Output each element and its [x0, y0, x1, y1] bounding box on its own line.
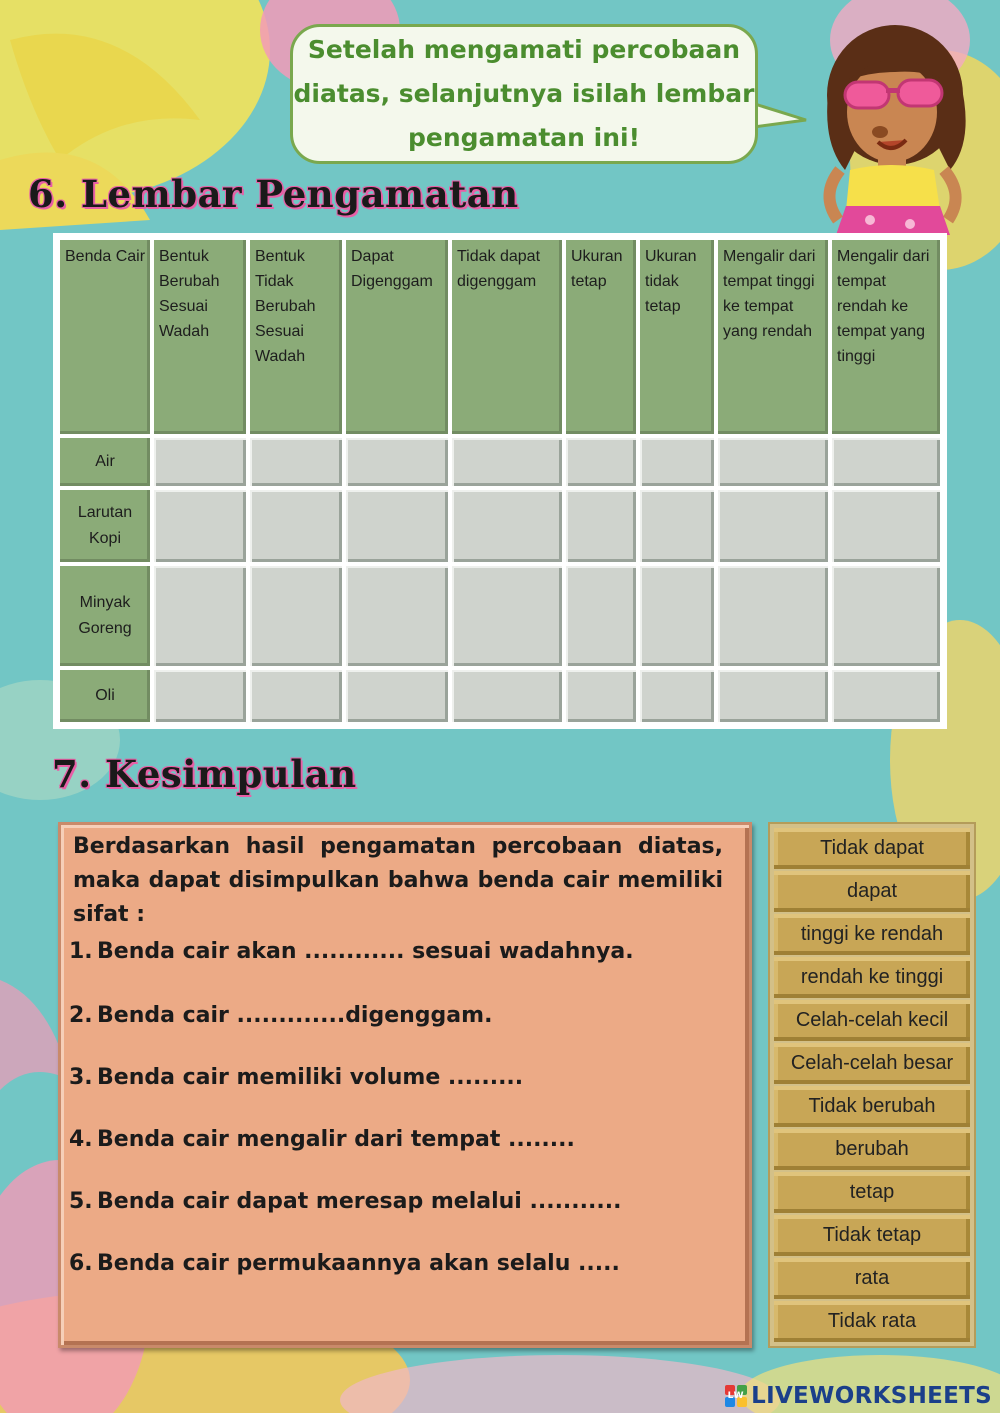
row-header: Larutan Kopi — [58, 488, 152, 564]
answer-cell[interactable] — [344, 564, 450, 668]
conclusion-statement — [69, 1251, 620, 1276]
option-rata[interactable]: rata — [774, 1258, 970, 1299]
answer-cell[interactable] — [248, 436, 344, 488]
answer-cell[interactable] — [450, 668, 564, 724]
answer-cell[interactable] — [638, 564, 716, 668]
girl-character-illustration — [800, 20, 980, 235]
answer-options-panel — [768, 822, 976, 1348]
answer-cell[interactable] — [830, 488, 942, 564]
statement-number: 4. — [69, 1127, 93, 1152]
table-row — [58, 488, 942, 564]
column-header: Mengalir dari tempat rendah ke tempat yang tinggi — [830, 238, 942, 436]
statement-text[interactable]: Benda cair dapat meresap melalui ........... — [97, 1189, 622, 1214]
conclusion-statement — [69, 939, 634, 964]
answer-cell[interactable] — [638, 488, 716, 564]
bubble-line: pengamatan ini! — [408, 123, 640, 152]
statement-text[interactable]: Benda cair permukaannya akan selalu ..... — [97, 1251, 620, 1276]
conclusion-statement — [69, 1127, 575, 1152]
answer-cell[interactable] — [344, 668, 450, 724]
option-tetap[interactable]: tetap — [774, 1172, 970, 1213]
answer-cell[interactable] — [830, 436, 942, 488]
column-header: Tidak dapat digenggam — [450, 238, 564, 436]
statement-text[interactable]: Benda cair memiliki volume ......... — [97, 1065, 524, 1090]
section-title-observation: 6. Lembar Pengamatan — [28, 172, 519, 216]
answer-cell[interactable] — [152, 564, 248, 668]
option-tidak-rata[interactable]: Tidak rata — [774, 1301, 970, 1342]
answer-cell[interactable] — [716, 564, 830, 668]
column-header: Dapat Digenggam — [344, 238, 450, 436]
column-header: Mengalir dari tempat tinggi ke tempat yang rendah — [716, 238, 830, 436]
observation-table — [56, 236, 944, 726]
answer-cell[interactable] — [450, 488, 564, 564]
answer-cell[interactable] — [152, 488, 248, 564]
answer-cell[interactable] — [716, 488, 830, 564]
liveworksheets-logo-icon — [725, 1385, 747, 1407]
statement-number: 3. — [69, 1065, 93, 1090]
option-dapat[interactable]: dapat — [774, 871, 970, 912]
row-header: Minyak Goreng — [58, 564, 152, 668]
statement-number: 6. — [69, 1251, 93, 1276]
column-header: Ukuran tidak tetap — [638, 238, 716, 436]
answer-cell[interactable] — [344, 436, 450, 488]
answer-cell[interactable] — [830, 668, 942, 724]
section-title-conclusion: 7. Kesimpulan — [52, 752, 357, 796]
row-header: Oli — [58, 668, 152, 724]
column-header: Bentuk Berubah Sesuai Wadah — [152, 238, 248, 436]
option-berubah[interactable]: berubah — [774, 1129, 970, 1170]
statement-number: 5. — [69, 1189, 93, 1214]
option-rendah-ke-tinggi[interactable]: rendah ke tinggi — [774, 957, 970, 998]
answer-cell[interactable] — [152, 436, 248, 488]
answer-cell[interactable] — [564, 564, 638, 668]
conclusion-statement — [69, 1003, 492, 1028]
answer-cell[interactable] — [716, 668, 830, 724]
column-header: Ukuran tetap — [564, 238, 638, 436]
conclusion-statement — [69, 1065, 523, 1090]
table-row — [58, 436, 942, 488]
option-tidak-tetap[interactable]: Tidak tetap — [774, 1215, 970, 1256]
answer-cell[interactable] — [638, 668, 716, 724]
option-celah-celah-kecil[interactable]: Celah-celah kecil — [774, 1000, 970, 1041]
logo-mark-letters: LW — [727, 1391, 745, 1401]
answer-cell[interactable] — [248, 668, 344, 724]
answer-cell[interactable] — [450, 564, 564, 668]
column-header: Benda Cair — [58, 238, 152, 436]
bubble-line: diatas, selanjutnya isilah lembar — [293, 79, 755, 108]
answer-cell[interactable] — [248, 488, 344, 564]
statement-number: 1. — [69, 939, 93, 964]
conclusion-box — [58, 822, 752, 1348]
statement-text[interactable]: Benda cair .............digenggam. — [97, 1003, 493, 1028]
answer-cell[interactable] — [830, 564, 942, 668]
answer-cell[interactable] — [248, 564, 344, 668]
statement-number: 2. — [69, 1003, 93, 1028]
column-header: Bentuk Tidak Berubah Sesuai Wadah — [248, 238, 344, 436]
answer-cell[interactable] — [344, 488, 450, 564]
speech-bubble — [290, 24, 758, 164]
liveworksheets-wordmark: LIVEWORKSHEETS — [751, 1383, 992, 1409]
answer-cell[interactable] — [638, 436, 716, 488]
answer-cell[interactable] — [564, 668, 638, 724]
option-tidak-dapat[interactable]: Tidak dapat — [774, 828, 970, 869]
answer-cell[interactable] — [152, 668, 248, 724]
row-header: Air — [58, 436, 152, 488]
liveworksheets-logo — [725, 1383, 992, 1409]
statement-text[interactable]: Benda cair akan ............ sesuai wadahnya. — [97, 939, 634, 964]
option-tinggi-ke-rendah[interactable]: tinggi ke rendah — [774, 914, 970, 955]
answer-cell[interactable] — [564, 488, 638, 564]
conclusion-intro: Berdasarkan hasil pengamatan percobaan diatas, maka dapat disimpulkan bahwa benda cair memiliki sifat : — [73, 834, 723, 927]
bubble-line: Setelah mengamati percobaan — [307, 35, 741, 64]
conclusion-statement — [69, 1189, 621, 1214]
option-celah-celah-besar[interactable]: Celah-celah besar — [774, 1043, 970, 1084]
answer-cell[interactable] — [564, 436, 638, 488]
table-row — [58, 564, 942, 668]
table-row — [58, 668, 942, 724]
answer-cell[interactable] — [716, 436, 830, 488]
statement-text[interactable]: Benda cair mengalir dari tempat ........ — [97, 1127, 575, 1152]
answer-cell[interactable] — [450, 436, 564, 488]
option-tidak-berubah[interactable]: Tidak berubah — [774, 1086, 970, 1127]
